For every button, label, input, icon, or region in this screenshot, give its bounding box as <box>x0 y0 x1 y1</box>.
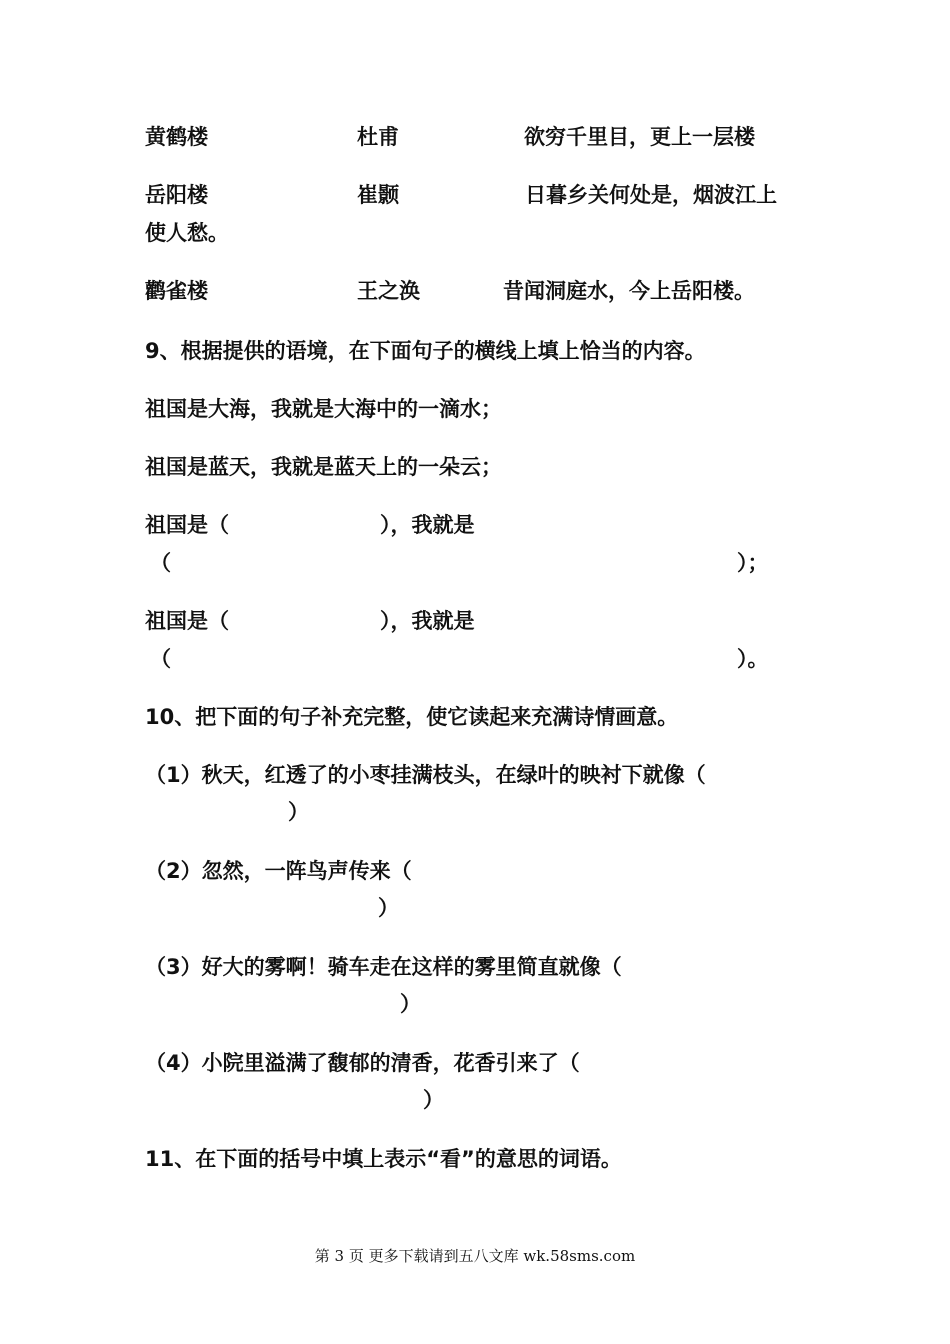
q10-item-2-close: ） <box>378 896 399 920</box>
poet-1: 杜甫 <box>357 125 399 149</box>
q9-blank-b2-open: （ <box>150 647 171 671</box>
q9-blank-a2-open: 祖国是（ <box>145 609 229 633</box>
q10-item-3-close: ） <box>400 992 421 1016</box>
q10-item-2: （2）忽然，一阵鸟声传来（ <box>145 859 412 883</box>
q10-item-4: （4）小院里溢满了馥郁的清香，花香引来了（ <box>145 1051 580 1075</box>
q10-title: 10、把下面的句子补充完整，使它读起来充满诗情画意。 <box>145 705 679 729</box>
q10-item-4-close: ） <box>423 1088 444 1112</box>
q9-blank-a2-close: ），我就是 <box>380 609 475 633</box>
poem-line-1: 欲穷千里目，更上一层楼 <box>524 125 755 149</box>
place-2: 岳阳楼 <box>145 183 208 207</box>
q9-blank-a1-open: 祖国是（ <box>145 513 229 537</box>
q10-item-1-close: ） <box>288 800 309 824</box>
place-3: 鹳雀楼 <box>145 279 208 303</box>
q10-item-3: （3）好大的雾啊！骑车走在这样的雾里简直就像（ <box>145 955 622 979</box>
poet-3: 王之涣 <box>357 279 420 303</box>
q11-title: 11、在下面的括号中填上表示“看”的意思的词语。 <box>145 1147 622 1171</box>
q9-title: 9、根据提供的语境，在下面句子的横线上填上恰当的内容。 <box>145 339 706 363</box>
page-footer: 第 3 页 更多下载请到五八文库 wk.58sms.com <box>314 1247 636 1265</box>
poem-line-2-cont: 使人愁。 <box>145 221 229 245</box>
place-1: 黄鹤楼 <box>145 125 208 149</box>
poet-2: 崔颢 <box>357 183 399 207</box>
q10-item-1: （1）秋天，红透了的小枣挂满枝头，在绿叶的映衬下就像（ <box>145 763 706 787</box>
poem-line-2: 日暮乡关何处是，烟波江上 <box>525 183 777 207</box>
q9-example-1: 祖国是大海，我就是大海中的一滴水； <box>145 397 502 421</box>
poem-line-3: 昔闻洞庭水，今上岳阳楼。 <box>503 279 755 303</box>
q9-blank-b1-close: ）； <box>737 551 769 575</box>
q9-example-2: 祖国是蓝天，我就是蓝天上的一朵云； <box>145 455 502 479</box>
q9-blank-a1-close: ），我就是 <box>380 513 475 537</box>
q9-blank-b2-close: ）。 <box>737 647 769 671</box>
q9-blank-b1-open: （ <box>150 551 171 575</box>
